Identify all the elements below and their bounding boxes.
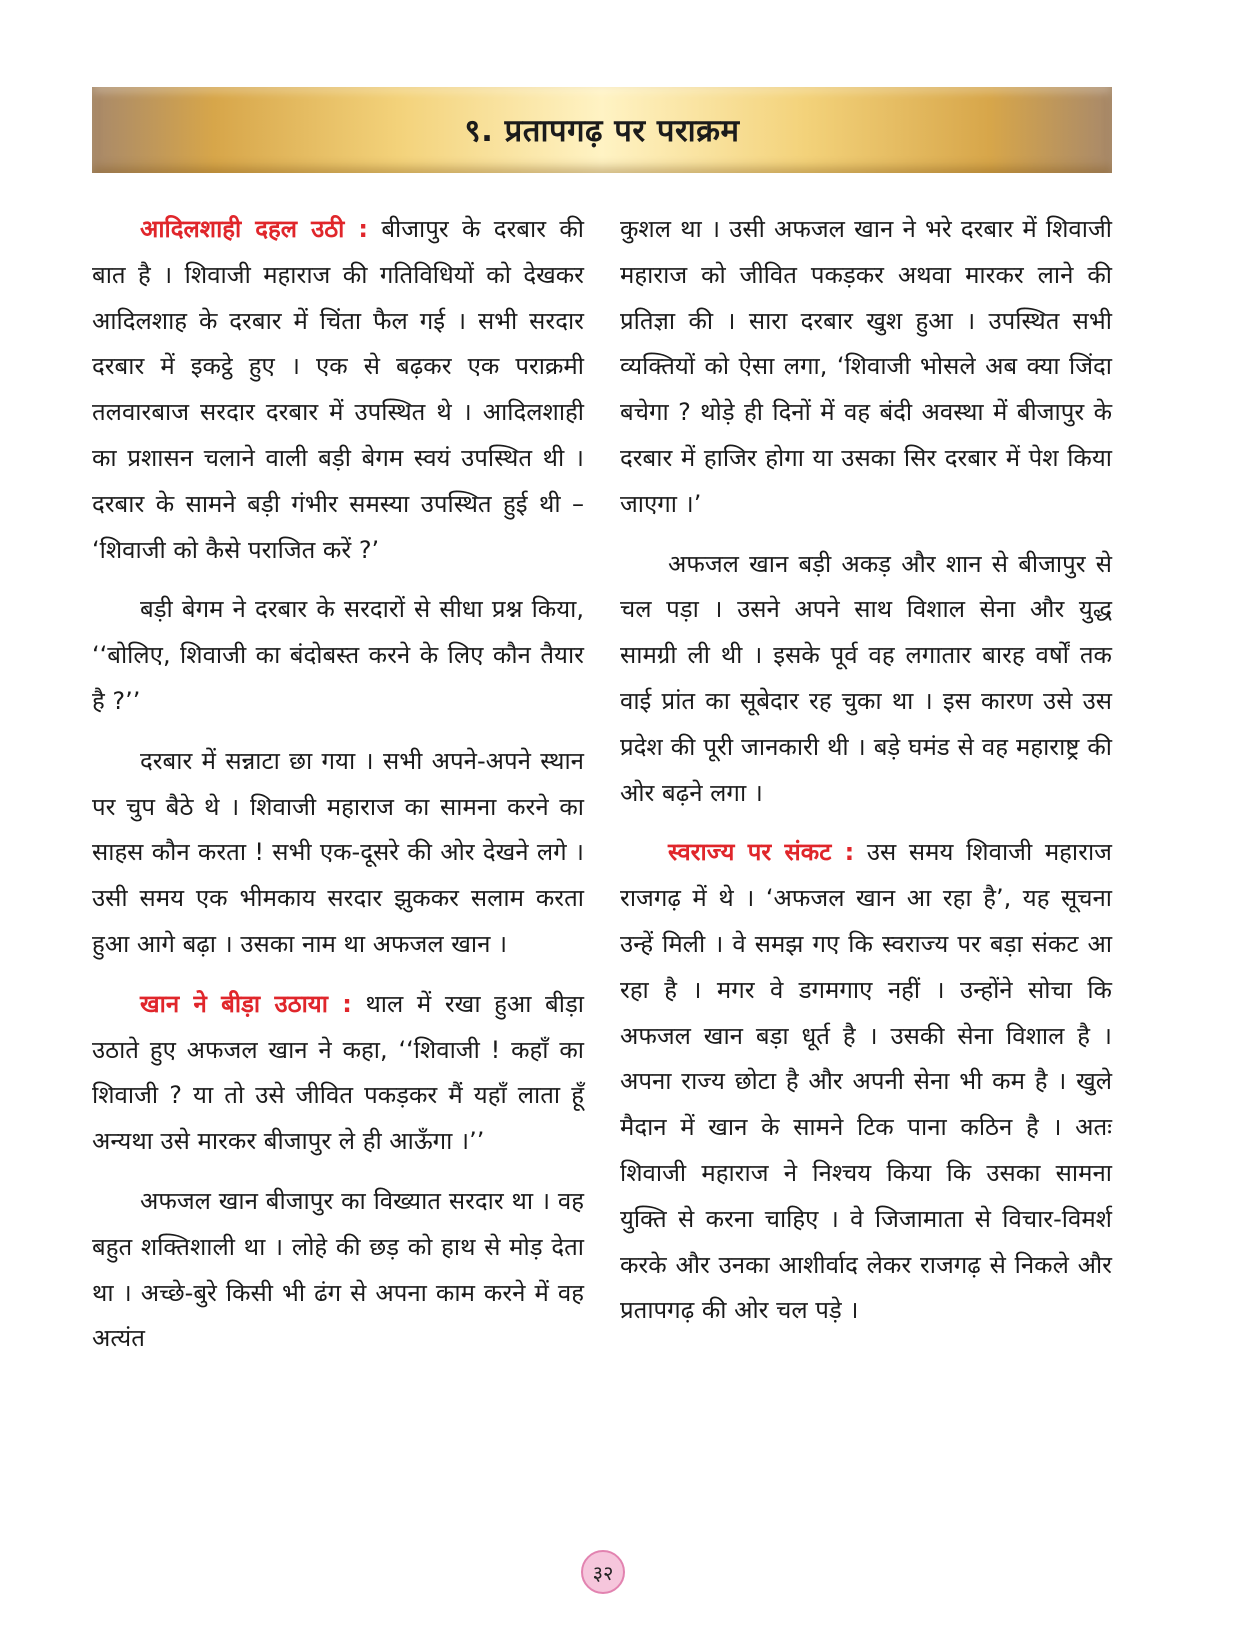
paragraph-continued: कुशल था । उसी अफजल खान ने भरे दरबार में शिवाजी महाराज को जीवित पकड़कर अथवा मारकर लाने की प्रतिज्ञा की । सारा दरबार खुश हुआ । उपस्थित सभी व्यक्तियों को ऐसा लगा, ‘शिवाजी भोसले अब क्या जिंदा बचेगा ? थोड़े ही दिनों में वह बंदी अवस्था में बीजापुर के दरबार में हाजिर होगा या उसका सिर दरबार में पेश किया जाएगा ।’ <box>620 215 1112 518</box>
left-column <box>92 207 584 1376</box>
paragraph: अफजल खान बीजापुर का विख्यात सरदार था । वह बहुत शक्तिशाली था । लोहे की छड़ को हाथ से मोड़ देता था । अच्छे-बुरे किसी भी ढंग से अपना काम करने में वह अत्यंत <box>92 1186 584 1353</box>
right-column <box>620 207 1112 1348</box>
paragraph-text: उस समय शिवाजी महाराज राजगढ़ में थे । ‘अफजल खान आ रहा है’, यह सूचना उन्हें मिली । वे समझ गए कि स्वराज्य पर बड़ा संकट आ रहा है । मगर वे डगमगाए नहीं । उन्होंने सोचा कि अफजल खान बड़ा धूर्त है । उसकी सेना विशाल है । अपना राज्य छोटा है और अपनी सेना भी कम है । खुले मैदान में खान के सामने टिक पाना कठिन है । अतः शिवाजी महाराज ने निश्चय किया कि उसका सामना युक्ति से करना चाहिए । वे जिजामाता से विचार-विमर्श करके और उनका आशीर्वाद लेकर राजगढ़ से निकले और प्रतापगढ़ की ओर चल पड़े । <box>620 838 1112 1325</box>
paragraph: बड़ी बेगम ने दरबार के सरदारों से सीधा प्रश्न किया, ‘‘बोलिए, शिवाजी का बंदोबस्त करने के लिए कौन तैयार है ?’’ <box>92 595 584 715</box>
section-heading: खान ने बीड़ा उठाया : <box>140 989 352 1018</box>
chapter-title: ९. प्रतापगढ़ पर पराक्रम <box>464 113 740 149</box>
section-heading: स्वराज्य पर संकट : <box>668 838 855 867</box>
paragraph <box>92 207 584 573</box>
paragraph-text: बीजापुर के दरबार की बात है । शिवाजी महाराज की गतिविधियों को देखकर आदिलशाह के दरबार में चिंता फैल गई । सभी सरदार दरबार में इकट्ठे हुए । एक से बढ़कर एक पराक्रमी तलवारबाज सरदार दरबार में उपस्थित थे । आदिलशाही का प्रशासन चलाने वाली बड़ी बेगम स्वयं उपस्थित थी । दरबार के सामने बड़ी गंभीर समस्या उपस्थित हुई थी – ‘शिवाजी को कैसे पराजित करें ?’ <box>92 215 584 564</box>
paragraph <box>620 830 1112 1334</box>
paragraph-text: थाल में रखा हुआ बीड़ा उठाते हुए अफजल खान ने कहा, ‘‘शिवाजी ! कहाँ का शिवाजी ? या तो उसे जीवित पकड़कर मैं यहाँ लाता हूँ अन्यथा उसे मारकर बीजापुर ले ही आऊँगा ।’’ <box>92 989 584 1156</box>
paragraph: अफजल खान बड़ी अकड़ और शान से बीजापुर से चल पड़ा । उसने अपने साथ विशाल सेना और युद्ध सामग्री ली थी । इसके पूर्व वह लगातार बारह वर्षों तक वाई प्रांत का सूबेदार रह चुका था । इस कारण उसे उस प्रदेश की पूरी जानकारी थी । बड़े घमंड से वह महाराष्ट्र की ओर बढ़ने लगा । <box>620 549 1112 807</box>
paragraph <box>92 982 584 1165</box>
page-number-badge <box>581 1550 625 1594</box>
page-number: ३२ <box>592 1560 614 1585</box>
chapter-title-banner <box>92 87 1112 173</box>
section-heading: आदिलशाही दहल उठी : <box>140 215 369 243</box>
paragraph: दरबार में सन्नाटा छा गया । सभी अपने-अपने स्थान पर चुप बैठे थे । शिवाजी महाराज का सामना करने का साहस कौन करता ! सभी एक-दूसरे की ओर देखने लगे । उसी समय एक भीमकाय सरदार झुककर सलाम करता हुआ आगे बढ़ा । उसका नाम था अफजल खान । <box>92 746 584 958</box>
